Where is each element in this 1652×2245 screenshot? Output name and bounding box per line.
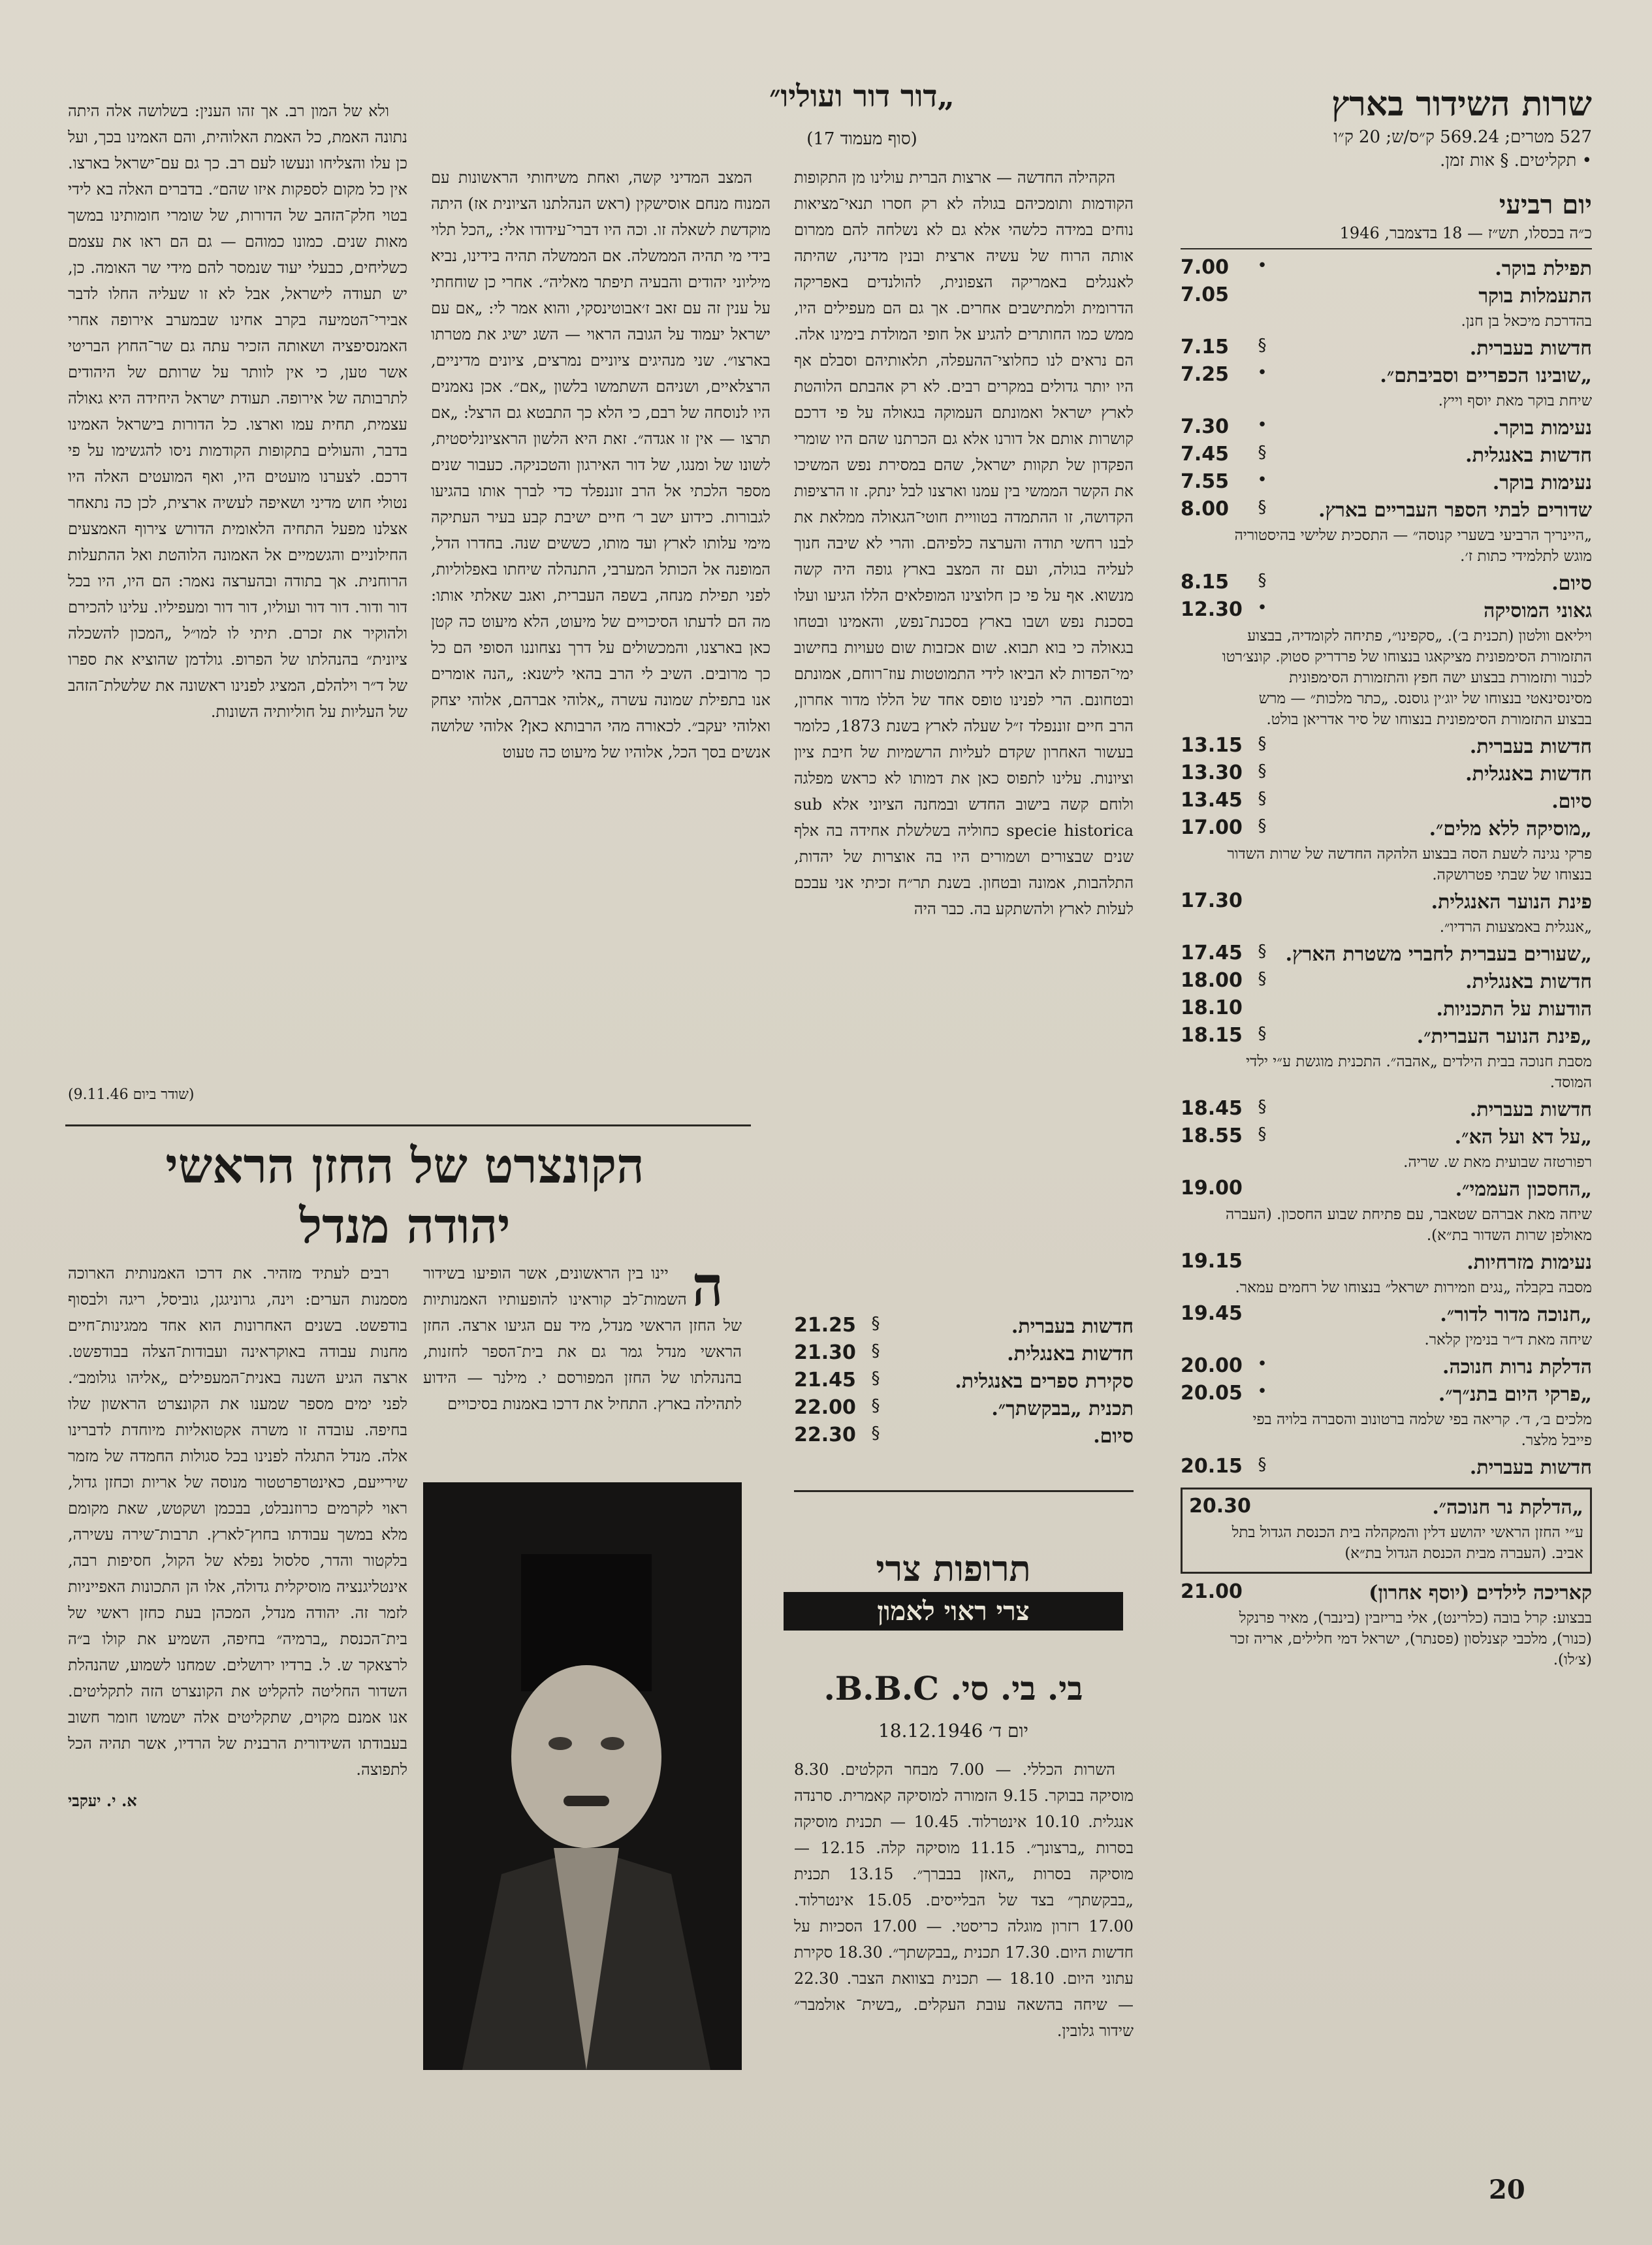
program-name: חדשות באנגלית. [1465, 970, 1592, 993]
program-note: מסבה בקבלה „נגים וזמירות ישראל״ בנצוחו של רחמים עמאר. [1235, 1279, 1592, 1296]
program-time: 21.25 [794, 1314, 856, 1337]
program-note: מסבת חנוכה בבית הילדים „אהבה״. התכנית מוגשת ע״י ילדי המוסד. [1246, 1053, 1592, 1091]
program-item [1181, 498, 1592, 567]
program-name: הודעות על התכניות. [1436, 998, 1592, 1021]
program-mark: § [1258, 443, 1267, 462]
program-time: 17.00 [1181, 816, 1243, 839]
ad-slogan: צרי ראוי לאמון [784, 1592, 1123, 1631]
program-row [1181, 1580, 1592, 1606]
program-row [794, 1341, 1134, 1367]
program-time: 7.55 [1181, 470, 1230, 493]
program-mark: § [1258, 336, 1267, 355]
program-note: בבצוע: קרל בובה (כלרינט), אלי בריזבין (בינבר), מאיר פרנקל (כנור), מלכבי קצנלסון (פסנתר), ישראל דמי חלילים, אריה זכר (צ׳לו). [1230, 1610, 1592, 1668]
program-note: בהדרכת מיכאל בן חנן. [1461, 313, 1592, 330]
program-item [1181, 283, 1592, 332]
program-note: „היינריך הרביעי בשערי קנוסה״ — התסכית שלישי בהיסטוריה מוגש לתלמידי כתות ז׳. [1234, 527, 1592, 565]
concert-text [423, 1260, 742, 1417]
program-name: תכנית „בבקשתך״. [991, 1397, 1134, 1420]
schedule-legend: • תקליטים. § אות זמן. [1440, 151, 1592, 170]
concert-column-left [68, 1260, 407, 2109]
program-mark: § [1258, 1024, 1267, 1043]
cantor-portrait-image [423, 1482, 742, 2070]
program-mark: § [1258, 571, 1267, 590]
program-name: סקירת ספרים באנגלית. [955, 1370, 1134, 1393]
program-name: „מוסיקה ללא מלים״. [1429, 818, 1592, 840]
program-item [1181, 1382, 1592, 1451]
program-row [1181, 996, 1592, 1023]
program-item [1181, 761, 1592, 788]
article-continuation: (סוף מעמוד 17) [806, 129, 917, 149]
program-name: חדשות באנגלית. [1465, 444, 1592, 467]
article-column-right [794, 165, 1134, 1294]
program-mark: • [1257, 256, 1267, 276]
article-text: המצב המדיני קשה, ואחת משיחותי הראשונות עם המנוח מנחם אוסישקין (ראש הנהלתנו הציונית אז) היתה מוקדשת לשאלה זו. וכה היו דברי־עידודו אלי: „הכל תלוי בידי מי תהיה הממשלה. אם הממשלה תהיה בידינו, נביא מיליוני יהודים והבעיה תיפתר מאליה״. אחרי כן שוחחתי על ענין זה עם זאב ז׳אבוטינסקי, והוא אמר לי: „אם עם ישראל יעמוד על הגובה הראוי — השג ישיג את מטרתו בארצו״. שני מנהיגים ציוניים נמרצים, ציונים מדיניים, הרצלאיים, ושניהם השתמשו בלשון „אם״. אכן נאמנים היו לנוסחה של רבם, כי הלא כך התבטא גם הרצל: „אם תרצו — אין זו אגדה״. זאת היא הלשון הראציונליסטית, לשונו של ומנגו, של דור האירגון והטכניקה. כעבור שנים מספר הלכתי אל הרב זוננפלד כדי לברך אותו בהגיעו לגבורות. כידוע ישב ר׳ חיים ישיבת קבע בעיר העתיקה מימי עלותו לארץ ועד מותו, כששים שנה. בחדרו הדל, המופנה אל הכותל המערבי, התנהלה שיחתו באפלוליות, לפני תפילת מנחה, בשפה העברית, ואגב שאלתי אותו: מה הם לדעתו הסיכויים של מיעוט, הלא מיעוט כה קטן כאן בארצנו, והמכשולים על דרך נצחוננו הסופי הם כל כך מרובים. השיב לי הרב בהאי לישנא: „הנה אומרים אנו בתפילת שמונה עשרה „אלוהי אברהם, אלוהי יצחק ואלוהי יעקב״. לכאורה מהי הרבותא כאן? אלוהי שלושה אנשים בסך הכל, אלוהיו של מיעוט כה טעוט [431, 168, 770, 761]
program-note: מלכים ב׳, ד׳. קריאה בפי שלמה ברטונוב והסברה בלויה בפי פייבל מלצר. [1252, 1411, 1592, 1449]
program-name: נעימות מזרחיות. [1467, 1251, 1592, 1274]
program-mark: § [1258, 816, 1267, 836]
divider [794, 1490, 1134, 1492]
program-time: 7.00 [1181, 256, 1230, 279]
program-mark: § [1258, 734, 1267, 754]
program-time: 20.00 [1181, 1354, 1243, 1377]
program-row [1181, 942, 1592, 968]
program-mark: § [871, 1424, 880, 1443]
program-time: 18.15 [1181, 1024, 1243, 1047]
program-item [1181, 443, 1592, 469]
program-row [1181, 969, 1592, 995]
headline-line-2: יהודה מנדל [299, 1198, 511, 1254]
program-row [794, 1314, 1134, 1340]
program-row [1181, 336, 1592, 362]
program-time: 19.00 [1181, 1177, 1243, 1200]
program-item [1181, 996, 1592, 1023]
program-mark: § [871, 1341, 880, 1361]
program-row [1181, 1177, 1592, 1203]
program-name: „פינת הנוער העברית״. [1416, 1025, 1592, 1048]
program-item [1181, 1097, 1592, 1123]
program-mark: • [1257, 470, 1267, 490]
program-item [1181, 470, 1592, 496]
program-item [1181, 1455, 1592, 1481]
program-time: 12.30 [1181, 598, 1243, 621]
program-time: 7.25 [1181, 363, 1230, 386]
program-time: 8.00 [1181, 498, 1230, 520]
program-time: 7.15 [1181, 336, 1230, 358]
article-text: ולא של המון רב. אך זהו הענין: בשלושה אלה היתה נתונה האמת, כל האמת האלוהית, והם האמינו בכך, ועל כן עלו והצליחו ונעשו לעם רב. כך גם עם־ישראל בארצו. אין כל מקום לספקות איזו שהם״. בדברים האלה בא לידי בטוי חלק־הזהב של הדורות, של שומרי חומותינו במשך מאות שנים. כמונו כמוהם — גם הם ראו את עצמם כשליחים, כבעלי יעוד שנמסר להם מידי שר האומה. כן, יש תעודה לישראל, אבל לא זו שעליה החלו לדבר אבירי־הטמיעה בקרב אחינו שבמערב אירופה אחרי האמנסיפציה ושאותה הזכיר עתה גם שר־החוץ הבריטי אשר טען, כי אין לוותר על שרותם של היהודים לתרבותה של אירופה. תעודת ישראל היחידה היא גאולה עצמית, תחית עמו וארצו. כל הדורות בישראל האמינו בדבר, והעולים בתקופות הקודמות ניסו להגשימו על פי דרכם. לצערנו מועטים היו, ואף המועטים האלה היו נטולי חוש מדיני ושאיפה לעשיה ארצית, לכן כה נתאחר אצלנו מפעל התחיה הלאומית הדורש צירוף האמצעים החילוניים והגשמיים אל האמונה הלוהטת ואל ההתעלות הרוחנית. אך בתודה ובהערצה נאמר: הם היו, היו בכל דור ודור. דור דור ועוליו, דור דור ומעפיליו. עלינו להכירם ולהוקיר את זכרם. תיתי לו למו״ל „המכון להשכלה ציונית״ בהנהלתו של הפרופ. גולדמן שהוציא את ספרו של ד״ר וילהלם, המציג לפנינו ראשונה את שלשלת־הזהב של העליות על חוליותיה השונות. [68, 102, 407, 721]
program-time: 18.55 [1181, 1124, 1243, 1147]
program-item [794, 1424, 1134, 1450]
program-mark: § [1258, 761, 1267, 781]
program-row [1181, 1382, 1592, 1408]
program-time: 22.30 [794, 1424, 856, 1446]
program-item [1181, 336, 1592, 362]
program-note: פרקי נגינה לשעת הסה בבצוע הלהקה החדשה של שרות השדור בנצוחו של שבתי פטרושקה. [1227, 846, 1592, 884]
program-item [1181, 598, 1592, 730]
article-text: הקהילה החדשה — ארצות הברית עולינו מן התקופות הקודמות ותומכיהם בגולה לא רק חסרו תנאי־מציאות נוחים במידה כלשהי אלא גם לא נשלחה להם ממרום אותה הרוח של עשיה ארצית ובנין מדינה, שהיתה לאנגלים באמריקה הצפונית, להולנדים באפריקה הדרומית ולמתישבים אחרים. אך גם הם מעפילים היו, ממש כמו החותרים להגיע אל חופי המולדת בימינו אלה. הם נראים לנו כחלוצי־ההעפלה, תלאותיהם וסבלם אף היו יותר גדולים במקרים רבים. לא רק אהבתם הלוהטת לארץ ישראל ואמונתם העמוקה בגאולה על פי דרכם קושרות אותם אל דורנו אלא גם הכרתנו שהם היו שומרי הפקדון של תקוות ישראל, שהם במסירת נפש המשיכו את הקשר הממשי בין עמנו וארצנו לבל ינתק. זו הרציפות הקדושה, זו ההתמדה בטוויית חוטי־הגאולה ממלאת את לבנו רחשי תודה והערצה כלפיהם. והרי לא שיבה חנוך לעליה בגולה, ועם זה המצב בארץ גופה היה קשה מנשוא. אף על פי כן חלוצינו המופלאים הללו הגיעו ועלו בסכנת נפש ושבו בארץ בסכנת־נפש, והאמינו ובטחו בגאולה כי בוא תבוא. שום אכזבות שום טעויות בחישוב ימי־הפדות לא הביאו לידי התמוטטות עוז־רוחם, אמונתם ובטחונם. הרי לפנינו טופס אחד של הללו מדור אחרון, הרב חיים זוננפלד ז״ל שעלה לארץ בשנת 1873, כלומר בעשור האחרון שקדם לעליות הרשמיות של חיבת ציון וציונות. עלינו לתפוס כאן את דמותו לא כראש מפלגה ולוחם קשה בישוב החדש ובמחנה הציוני אלא sub specie historica כחוליה בשלשלת אחידה בה אלף שנים שבצורים ושמורים היו בה אוצרות של יהדות, התלהבות, אמונה ובטחון. בשנת תר״ח זכיתי אני עבכם לעלות לארץ ולהשתקע בה. כבר היה [794, 168, 1134, 918]
program-row [1181, 598, 1592, 624]
program-row [1181, 470, 1592, 496]
program-mark: § [871, 1396, 880, 1416]
program-row [794, 1369, 1134, 1395]
program-name: התעמלות בוקר [1478, 285, 1592, 308]
program-row [1181, 1024, 1592, 1050]
program-note: שיחה מאת אברהם שטאבר, עם פתיחת שבוע החסכון. (העברה מאולפן שרות השדור בת״א). [1226, 1206, 1592, 1244]
program-mark: § [1258, 498, 1267, 517]
program-mark: § [1258, 1455, 1267, 1474]
program-row [1181, 761, 1592, 788]
program-name: „שעורים בעברית לחברי משטרת הארץ. [1285, 943, 1592, 966]
program-mark: • [1257, 1382, 1267, 1401]
program-time: 19.45 [1181, 1302, 1243, 1325]
program-note: „אנגלית באמצעות הרדיו״. [1439, 919, 1592, 936]
headline-line-1: הקונצרט של החזן הראשי [165, 1138, 644, 1194]
program-row [794, 1396, 1134, 1422]
program-mark: • [1257, 415, 1267, 435]
ad-brand: תרופות צרי [876, 1548, 1031, 1589]
bbc-title: בי. בי. סי. B.B.C. [823, 1669, 1083, 1708]
program-item [1181, 734, 1592, 760]
program-time: 18.45 [1181, 1097, 1243, 1120]
program-time: 13.30 [1181, 761, 1243, 784]
program-name: נעימות בוקר. [1492, 417, 1592, 439]
program-row [1181, 1250, 1592, 1276]
program-name: „החסכון העממי״. [1455, 1178, 1592, 1201]
program-name: חדשות בעברית. [1469, 1098, 1592, 1121]
day-title: יום רביעי [1499, 189, 1592, 220]
program-name: שדורים לבתי הספר העבריים בארץ. [1318, 499, 1592, 522]
program-mark: § [1258, 1124, 1267, 1144]
program-note: רפורטזה שבועית מאת ש. שריה. [1403, 1154, 1592, 1171]
program-name: חדשות בעברית. [1469, 1456, 1592, 1479]
program-item [794, 1314, 1134, 1340]
broadcast-note: (שודר ביום 9.11.46) [68, 1087, 195, 1103]
program-row [1181, 283, 1592, 310]
bbc-date: יום ד׳ 18.12.1946 [878, 1720, 1029, 1742]
program-row [1181, 734, 1592, 760]
program-name: פינת הנוער האנגלית. [1431, 891, 1592, 914]
program-row [1189, 1495, 1583, 1521]
program-item [1181, 816, 1592, 885]
program-item [1181, 363, 1592, 411]
program-time: 17.30 [1181, 889, 1243, 912]
program-note: שיחת בוקר מאת יוסף וייץ. [1438, 392, 1592, 409]
program-name: חדשות בעברית. [1469, 735, 1592, 758]
page-number: 20 [1489, 2174, 1525, 2205]
program-row [794, 1424, 1134, 1450]
bbc-schedule-text [794, 1757, 1134, 2083]
program-row [1181, 816, 1592, 842]
program-time: 21.30 [794, 1341, 856, 1364]
program-name: „הדלקת נר חנוכה״. [1432, 1496, 1583, 1519]
program-item [1181, 789, 1592, 815]
program-list [794, 1314, 1134, 1450]
program-mark: § [1258, 1097, 1267, 1117]
program-row [1181, 256, 1592, 282]
program-row [1181, 889, 1592, 916]
program-item [1181, 415, 1592, 441]
program-time: 21.00 [1181, 1580, 1243, 1603]
concert-column-right [423, 1260, 742, 1476]
program-item [1181, 889, 1592, 938]
divider [65, 1124, 751, 1126]
article-column-middle [431, 165, 770, 1131]
evening-schedule [794, 1313, 1134, 1482]
program-name: נעימות בוקר. [1492, 471, 1592, 494]
program-name: חדשות באנגלית. [1007, 1343, 1134, 1365]
concert-paragraph: יינו בין הראשונים, אשר הופיעו בשידור השמות־לב קוראינו להופעותיו האמנותיות של החזן הראשי מנדל, מיד עם הגיעו ארצה. החזן הראשי מנדל גמר גם את בית־הספר לחזנות, בהנהלתו של החזן המפורסם י. מילנר — הידוע לתהילה בארץ. התחיל את דרכו באמנות בסיכויים [423, 1264, 742, 1413]
article-column-left [68, 98, 407, 1097]
program-row [1181, 1124, 1592, 1151]
program-time: 20.30 [1189, 1495, 1251, 1518]
program-time: 7.30 [1181, 415, 1230, 438]
program-row [1181, 1354, 1592, 1380]
program-name: חדשות בעברית. [1469, 337, 1592, 360]
program-mark: § [871, 1369, 880, 1388]
program-item [1181, 1177, 1592, 1246]
program-item [1181, 1124, 1592, 1173]
program-item [1181, 1580, 1592, 1670]
program-item [1181, 1302, 1592, 1350]
program-time: 18.10 [1181, 996, 1243, 1019]
concert-headline [72, 1136, 738, 1256]
program-time: 7.05 [1181, 283, 1230, 306]
program-time: 21.45 [794, 1369, 856, 1392]
program-mark: • [1257, 598, 1267, 618]
program-item [1181, 256, 1592, 282]
program-name: „על דא ועל הא״. [1454, 1126, 1592, 1149]
program-row [1181, 1455, 1592, 1481]
program-row [1181, 498, 1592, 524]
program-item [1181, 1024, 1592, 1093]
program-name: תפילת בוקר. [1495, 257, 1592, 280]
program-row [1181, 1097, 1592, 1123]
program-time: 7.45 [1181, 443, 1230, 466]
program-time: 13.45 [1181, 789, 1243, 812]
program-name: הדלקת נרות חנוכה. [1442, 1356, 1592, 1378]
program-mark: § [1258, 942, 1267, 961]
program-item [794, 1341, 1134, 1367]
program-mark: § [1258, 789, 1267, 808]
program-time: 19.15 [1181, 1250, 1243, 1273]
program-row [1181, 789, 1592, 815]
program-note: ויליאם וולטון (תכנית ב׳). „סקפינו״, פתיחה לקומדיה, בבצוע התזמורת הסימפונית מציקאגו בנצוחו של פרדריק סטוק. קונצ׳רטו לכנור ותזמורת בבצוע ישה חפץ והתזמורת הסימפונית מסינסינאטי בנצוחו של יוג׳ין גוסנס. „כתר מלכות״ — מרש בבצוע התזמורת הסימפונית בנצוחו של סיר אדריאן בולט. [1222, 628, 1592, 728]
program-row [1181, 415, 1592, 441]
program-mark: § [871, 1314, 880, 1333]
program-name: קאריכה לילדים (יוסף אחרון) [1369, 1582, 1592, 1604]
program-name: סיום. [1551, 572, 1592, 595]
program-item [1181, 1354, 1592, 1380]
program-time: 20.15 [1181, 1455, 1243, 1478]
program-note: ע״י החזן הראשי יהושע דלין והמקהלה בית הכנסת הגדול בתל אביב. (העברה מבית הכנסת הגדול בת״א) [1231, 1524, 1583, 1562]
program-time: 22.00 [794, 1396, 856, 1419]
program-time: 17.45 [1181, 942, 1243, 964]
concert-text: רבים לעתיד מזהיר. את דרכו האמנותית הארוכה מסמנות הערים: וינה, גרוניגגן, גוביסל, ריגה ולבסוף בודפשט. בשנים האחרונות הוא אחד ממגינות־חיים מחנות עבודה באוקראינה ועבודות־הצלה בבודפשט. ארצה הגיע השנה באנית־המעפילים „אליהו גולומב״. לפני ימים מספר שמענו את הקונצרט הראשון שלו בחיפה. עובדה זו משרה אקטואליות מיוחדת לדברינו אלה. מנדל התגלה לפנינו בכל סגולות החמדה של מזמר שירייעם, כאינטרפרטטור מנוסה של אריות וכחזן גדול, ראוי לקרמים כרוזנבלט, בבכמן ושקטש, שאת מקומם מלא במשך עבודתו בחוץ־לארץ. תרבות־שירה עשירה, בלקטור והדר, סלסול נפלא של הקול, חסיפות רבה, אינטליגנציה מוסיקלית גדולה, אלו הן התכונות האפייניות לזמר זה. יהודה מנדל, המכהן בעת כחזן ראשי של בית־הכנסת „ברמיה״ בחיפה, השמיע את קולו ב״ה לרצאקר ש. ל. ברדיו ירושלים. שמחנו לשמוע, שהנהלת השדור החליטה להקליט את הקונצרט הזה לתקליטים. אנו אמנם מקוים, שתקליטים אלה ישמשו חומר חשוב בעבודתו השידורית הרבנית של הרדיו, אשר תהיה הכל לתפוצה. [68, 1264, 407, 1779]
cantor-photo [423, 1482, 742, 2070]
program-name: חדשות באנגלית. [1465, 763, 1592, 786]
article-title: „דור דור ועוליו״ [769, 78, 955, 114]
program-mark: • [1257, 363, 1267, 383]
program-time: 13.15 [1181, 734, 1243, 757]
program-item [1181, 969, 1592, 995]
program-time: 20.05 [1181, 1382, 1243, 1405]
schedule-title: שרות השידור בארץ [1331, 84, 1592, 124]
program-name: סיום. [1551, 790, 1592, 813]
program-mark: • [1257, 1354, 1267, 1374]
program-note: שיחה מאת ד״ר בנימין קלאר. [1424, 1331, 1592, 1348]
program-time: 8.15 [1181, 571, 1230, 594]
program-name: סיום. [1093, 1425, 1134, 1448]
program-name: גאוני המוסיקה [1484, 599, 1592, 622]
day-date: כ״ה בכסלו, תש״ז — 18 בדצמבר, 1946 [1181, 222, 1592, 249]
program-name: „חנוכה מדור לדור״. [1440, 1303, 1592, 1326]
program-item [794, 1369, 1134, 1395]
program-name: חדשות בעברית. [1011, 1315, 1134, 1338]
program-list [1181, 256, 1592, 1670]
program-item [1181, 1488, 1592, 1574]
radio-schedule [1181, 84, 1592, 2043]
pharmacy-ad [784, 1548, 1123, 1639]
program-row [1181, 443, 1592, 469]
program-item [794, 1396, 1134, 1422]
program-item [1181, 571, 1592, 597]
program-name: „פרקי היום בתנ״ך״. [1438, 1383, 1592, 1406]
schedule-frequency: 527 מטרים; 569.24 ק״ס/ש; 20 ק״ו [1333, 127, 1592, 147]
program-row [1181, 571, 1592, 597]
program-name: „שובינו הכפריים וסביבתם״. [1380, 364, 1592, 387]
program-row [1181, 363, 1592, 389]
program-time: 18.00 [1181, 969, 1243, 992]
drop-cap: ה [691, 1260, 723, 1318]
bbc-body: השרות הכללי. — 7.00 מבחר הקלטים. 8.30 מוסיקה בבוקר. 9.15 הזמורה למוסיקה קאמרית. סרנדה אנגלית. 10.10 אינטרלוד. 10.45 — תכנית מוסיקה בסרות „ברצונך״. 11.15 מוסיקה קלה. 12.15 — מוסיקה בסרות „האזן בבברך״. 13.15 תכנית „בבקשתך״ בצד של הבלייסים. 15.05 אינטרלוד. 17.00 רזרון מוגלה כריסטי. — 17.00 הסכיות על חדשות היום. 17.30 תכנית „בבקשתך״. 18.30 סקירת עתוני היום. 18.10 — תכנית בצוואת הצבר. 22.30 — שיחה בהשאה עובת העקלים. „בשית־ אולמבר״ שידור גלובין. [794, 1760, 1134, 2040]
program-item [1181, 1250, 1592, 1298]
program-row [1181, 1302, 1592, 1328]
program-item [1181, 942, 1592, 968]
program-mark: § [1258, 969, 1267, 989]
concert-signature: א. י. יעקבי [68, 1791, 137, 1810]
